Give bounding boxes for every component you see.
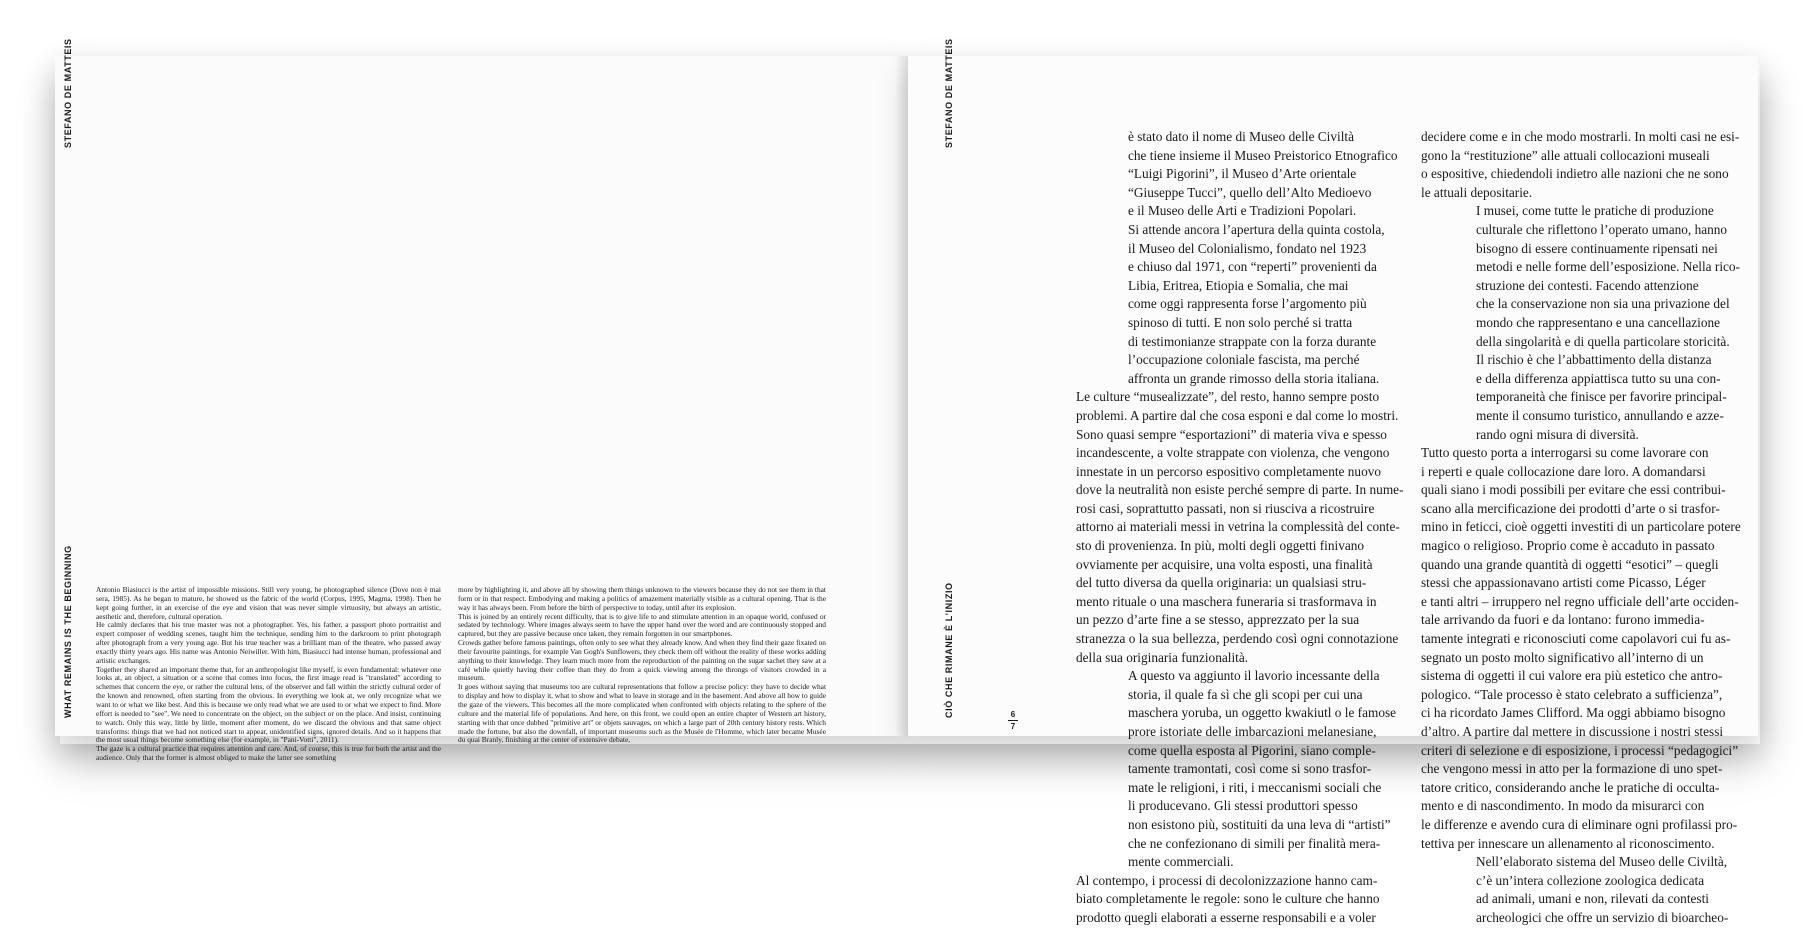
text-line: c’è un’intera collezione zoologica dedicata — [1476, 872, 1705, 888]
text-line: I musei, come tutte le pratiche di produzione — [1476, 203, 1714, 219]
paragraph: Together they shared an important theme that, for an anthropologist like myself, is even fundamental: whatever one looks at, an object, a situation or a scene that comes into focus, the first image read is "translated" according to schemes that concern the eye, or rather the cultural lens, of the observer and fall within the strictly cultural order of the known and renowned, often starting from the obvious. In everything we look at, we only recognize what we want to or what we like best. And this is because we only read what we are used to or what we expect to find. More effort is needed to "see". We need to concentrate on the object, on the subject or on the place. And insist, continuing to watch. Only this way, little by little, moment after moment, do we discard the obvious and that same object transforms: things that we had not noticed start to appear, unidentified signs, ignored details. And so it happens that the most usual things become something else (for example, in "Pani-Votti", 2011). — [96, 664, 441, 745]
left-page — [55, 38, 908, 763]
text-line: A questo va aggiunto il lavorio incessante della — [1128, 668, 1380, 684]
text-line: Il rischio è che l’abbattimento della distanza — [1476, 352, 1712, 368]
paragraph: more by highlighting it, and above all by showing them things unknown to the viewers because they do not see them in that form or in that respect. Embodying and making a politics of amazement materially visible as a cultural opening. That is the way it has always been. From before the birth of perspective to today, until after its explosion. — [458, 585, 826, 612]
text-line: “Luigi Pigorini”, il Museo d’Arte orientale — [1128, 166, 1357, 182]
text-line: che vengono messi in atto per la formazione di uno spet- — [1421, 761, 1723, 777]
text-line: mento e di nascondimento. In modo da misurarci con — [1421, 798, 1705, 814]
text-line: temporaneità che finisce per favorire principal- — [1476, 389, 1727, 405]
text-line: sto di provenienza. In più, molti degli oggetti finivano — [1076, 538, 1365, 554]
text-line: come quella esposta al Pigorini, siano comple- — [1128, 742, 1376, 758]
text-line: tettiva per innescare un allenamento al riconoscimento. — [1421, 835, 1715, 851]
left-column-2 — [458, 586, 826, 745]
text-line: della singolarità e di quella particolare storicità. — [1476, 333, 1730, 349]
text-line: del tutto diversa da quella originaria: un qualsiasi stru- — [1076, 575, 1367, 591]
text-line: di testimonianze strappate con la forza durante — [1128, 333, 1377, 349]
text-line: tatore critico, considerando anche le pratiche di occulta- — [1421, 779, 1720, 795]
text-line: l’occupazione coloniale fascista, ma perché — [1128, 352, 1360, 368]
text-line: mate le religioni, i riti, i meccanismi sociali che — [1128, 779, 1382, 795]
text-line: criteri di selezione e di esposizione, i processi “pedagogici” — [1421, 742, 1739, 758]
page-number-divider — [1008, 720, 1018, 721]
text-line: incandescente, a volte strappate con violenza, che vengono — [1076, 445, 1390, 461]
text-line: maschera yoruba, un oggetto kwakiutl o le famose — [1128, 705, 1397, 721]
text-line: le attuali depositarie. — [1421, 184, 1533, 200]
text-line: Tutto questo porta a interrogarsi su come lavorare con — [1421, 445, 1709, 461]
text-line: li producevano. Gli stessi produttori spesso — [1128, 798, 1358, 814]
text-line: prodotto quegli elaborati a esserne responsabili e a voler — [1076, 909, 1376, 925]
text-line: Nell’elaborato sistema del Museo delle Civiltà, — [1476, 854, 1728, 870]
text-line: “Giuseppe Tucci”, quello dell’Alto Medioevo — [1128, 184, 1372, 200]
text-line: i reperti e quale collocazione dare loro. A domandarsi — [1421, 463, 1706, 479]
text-line: un pezzo d’arte fine a se stesso, apprezzato per la sua — [1076, 612, 1360, 628]
page-number-left: 6 — [1010, 710, 1016, 719]
text-line: affronta un grande rimosso della storia italiana. — [1128, 370, 1380, 386]
right-column-1 — [1076, 128, 1404, 928]
text-line: segnato un posto molto significativo all’interno di un — [1421, 649, 1704, 665]
right-page — [908, 38, 1758, 925]
text-line: è stato dato il nome di Museo delle Civiltà — [1128, 129, 1355, 144]
text-line: o espositive, chiedendoli indietro alle nazioni che ne sono — [1421, 166, 1729, 182]
text-line: Al contempo, i processi di decolonizzazione hanno cam- — [1076, 872, 1378, 888]
text-line: Sono quasi sempre “esportazioni” di materia viva e spesso — [1076, 426, 1387, 442]
right-column-2 — [1421, 128, 1751, 928]
text-line: prore istoriate delle imbarcazioni melanesiane, — [1128, 724, 1377, 739]
text-line: mondo che rappresentano e una cancellazione — [1476, 314, 1721, 330]
text-line: mente commerciali. — [1128, 854, 1234, 870]
text-line: Si attende ancora l’apertura della quinta costola, — [1128, 221, 1385, 237]
text-line: archeologici che offre un servizio di bioarcheo- — [1476, 909, 1729, 925]
text-line: problemi. A partire dal che cosa esponi e dal come lo mostri. — [1076, 407, 1399, 423]
right-running-head-top: STEFANO DE MATTEIS — [944, 38, 954, 148]
text-line: biato completamente le regole: sono le culture che hanno — [1076, 891, 1380, 907]
text-line: tamente integrati e riconosciuti come capolavori cui fu as- — [1421, 631, 1731, 647]
paragraph: This is joined by an entirely recent difficulty, that is to give life to and stimulate attention in an opaque world, confused or sedated by technology. Where images always seem to have the upper hand over the word and are continuously stopped and captured, but they are passive because once taken, they remain forgotten in our smartphones. — [458, 611, 826, 639]
text-line: come oggi rappresenta forse l’argomento più — [1128, 296, 1367, 312]
text-line: magico o religioso. Proprio come è accaduto in passato — [1421, 538, 1715, 554]
text-line: che la conservazione non sia una privazione del — [1476, 296, 1730, 312]
text-line: pologico. “Tale processo è stato celebrato a sufficienza”, — [1421, 686, 1723, 702]
text-line: non esistono più, sostituiti da una leva di “artisti” — [1128, 816, 1391, 832]
text-line: che tiene insieme il Museo Preistorico Etnografico — [1128, 147, 1398, 163]
paragraph: It goes without saying that museums too are cultural representations that follow a precise policy: they have to decide what to display and how to display it, what to show and what to leave in storage and in the basement. And above all how to guide the gaze of the viewers. This becomes all the more complicated when confronted with objects relating to the sphere of the culture and the material life of populations. And here, on this front, we could open an entire chapter of Western art history, starting with that once dubbed "primitive art" or objets sauvages, on which a large part of 20th century history rests. Which made the fortune, but also the downfall, of important museums such as the Musée de l'Homme, which later became Musée du quai Branly, finishing at the center of extensive debate, — [458, 682, 826, 745]
page-numbers — [1008, 710, 1018, 731]
text-line: struzione dei contesti. Facendo attenzione — [1476, 277, 1699, 293]
paragraph: He calmly declares that his true master was not a photographer. Yes, his father, a passport photo portraitist and expert composer of wedding scenes, taught him the technique, sending him to the darkroom to print photograph after photograph from a very young age. But his true teacher was a brilliant man of the theatre, who passed away exactly thirty years ago. His name was Antonio Neiwiller. With him, Biasiucci had intense human, professional and artistic exchanges. — [96, 620, 441, 665]
text-line: tamente tramontati, così come si sono trasfor- — [1128, 761, 1372, 777]
text-line: scano alla mercificazione dei prodotti d’arte o si trasfor- — [1421, 500, 1720, 516]
text-line: decidere come e in che modo mostrarli. In molti casi ne esi- — [1421, 129, 1740, 144]
text-line: il Museo del Colonialismo, fondato nel 1923 — [1128, 240, 1367, 256]
text-line: d’altro. A partire dal mettere in discussione i nostri stessi — [1421, 724, 1724, 739]
right-running-head-bottom: CIÒ CHE RIMANE È L'INIZIO — [944, 582, 954, 718]
paragraph: Antonio Biasiucci is the artist of impossible missions. Still very young, he photographed silence (Dove non è mai sera, 1985). As he began to mature, he showed us the fabric of the world (Corpus, 1995, Magma, 1998). Then he kept going further, in an exercise of the eye and vision that was never simple virtuosity, but always an artistic, aesthetic and, therefore, cultural operation. — [96, 585, 441, 621]
left-running-head-bottom: WHAT REMAINS IS THE BEGINNING — [63, 545, 73, 718]
text-line: quando una grande quantità di oggetti “esotici” – quegli — [1421, 556, 1719, 572]
left-column-1 — [96, 586, 441, 763]
text-line: attorno ai materiali messi in vetrina la complessità del conte- — [1076, 519, 1400, 535]
text-line: ad animali, umani e non, rilevati da contesti — [1476, 891, 1709, 907]
text-line: quali siano i modi possibili per evitare che essi contribui- — [1421, 482, 1726, 498]
text-line: ovviamente per acquisire, una volta esposti, una finalità — [1076, 556, 1373, 572]
paragraph: Crowds gather before famous paintings, often only to see what they already know. And when they find their gaze fixated on their favourite paintings, for example Van Gogh's Sunflowers, they check them off without the reality of these works adding anything to their knowledge. They learn much more from the reproduction of the painting on the sugar sachet they saw at a café while quietly having their coffee than they do from a quick viewing among the throngs of visitors crowded in a museum. — [458, 638, 826, 683]
text-line: della sua originaria funzionalità. — [1076, 649, 1249, 665]
text-line: rando ogni misura di diversità. — [1476, 426, 1639, 442]
text-line: e tanti altri – irruppero nel regno ufficiale dell’arte occiden- — [1421, 593, 1739, 609]
text-line: e il Museo delle Arti e Tradizioni Popolari. — [1128, 203, 1357, 219]
text-line: rosi casi, soprattutto passati, non si riusciva a ricostruire — [1076, 500, 1375, 516]
text-line: stessi che appassionavano artisti come Picasso, Léger — [1421, 575, 1706, 591]
text-line: innestate in un percorso espositivo completamente nuovo — [1076, 463, 1382, 479]
left-running-head-top: STEFANO DE MATTEIS — [63, 38, 73, 148]
text-line: mento rituale o una maschera funeraria si trasformava in — [1076, 593, 1377, 609]
text-line: che ne confezionano di simili per finalità mera- — [1128, 835, 1381, 851]
text-line: ci ha ricordato James Clifford. Ma oggi abbiamo bisogno — [1421, 705, 1726, 721]
text-line: dove la neutralità non esiste perché sempre di parte. In nume- — [1076, 482, 1404, 498]
text-line: storia, il quale fa sì che gli scopi per cui una — [1128, 686, 1363, 702]
text-line: bisogno di essere continuamente ripensati nei — [1476, 240, 1718, 256]
paragraph: The gaze is a cultural practice that requires attention and care. And, of course, this is true for both the artist and the audience. Only that the former is almost obliged to make the latter see something — [96, 744, 441, 763]
text-line: sistema di oggetti il cui valore era più estetico che antro- — [1421, 668, 1723, 684]
text-line: e della differenza appiattisca tutto su una con- — [1476, 370, 1721, 386]
text-line: Libia, Eritrea, Etiopia e Somalia, che mai — [1128, 277, 1349, 293]
text-line: culturale che riflettono l’operato umano, hanno — [1476, 221, 1728, 237]
text-line: le differenze e avendo cura di eliminare ogni profilassi pro- — [1421, 816, 1738, 832]
text-line: gono la “restituzione” alle attuali collocazioni museali — [1421, 147, 1710, 163]
text-line: e chiuso dal 1971, con “reperti” provenienti da — [1128, 259, 1377, 275]
page-number-right: 7 — [1010, 722, 1016, 731]
text-line: spinoso di tutti. E non solo perché si tratta — [1128, 314, 1353, 330]
text-line: mino in feticci, cioè oggetti investiti di un particolare potere — [1421, 519, 1741, 535]
text-line: mente il consumo turistico, annullando e azze- — [1476, 407, 1724, 423]
text-line: Le culture “musealizzate”, del resto, hanno sempre posto — [1076, 389, 1380, 405]
text-line: tale arrivando da fuori e da lontano: furono immedia- — [1421, 612, 1705, 628]
text-line: metodi e nelle forme dell’esposizione. Nella rico- — [1476, 259, 1740, 275]
text-line: stranezza o la sua bellezza, perdendo così ogni connotazione — [1076, 631, 1399, 647]
